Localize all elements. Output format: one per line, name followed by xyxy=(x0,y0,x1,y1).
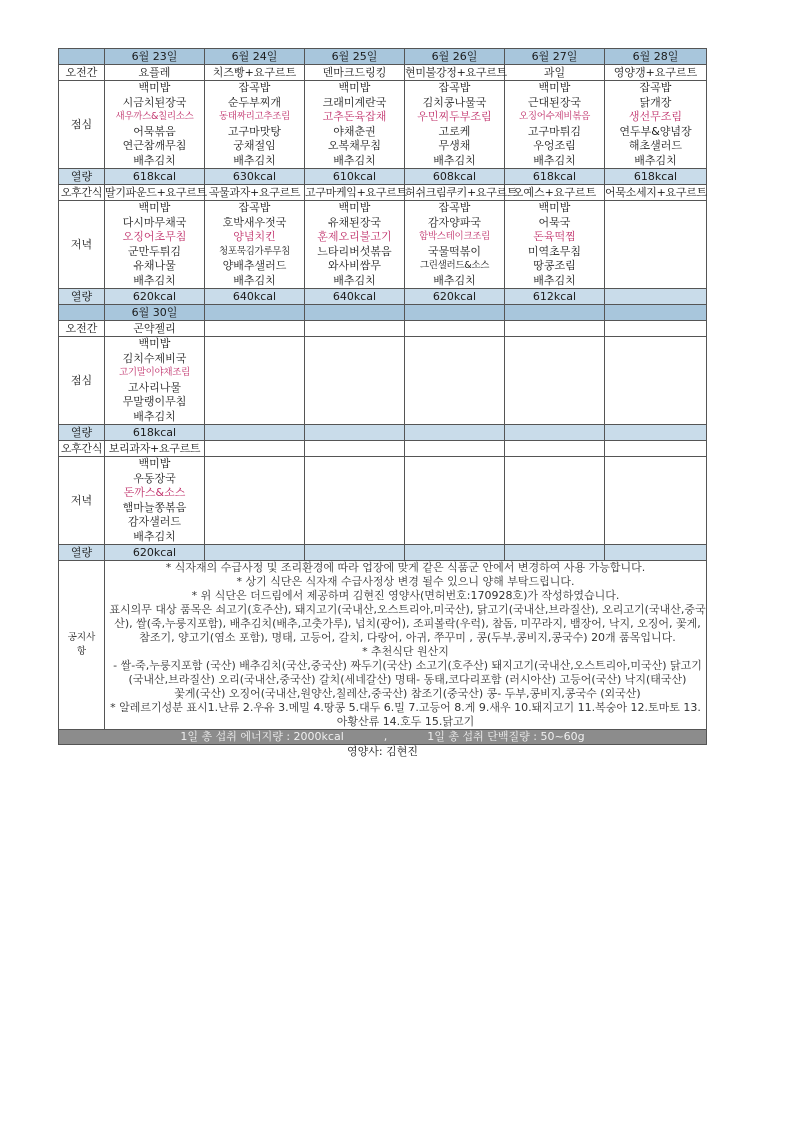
date-cell: 6월 24일 xyxy=(205,49,305,65)
menu-item: 백미밥 xyxy=(138,201,171,214)
empty-cell xyxy=(205,321,305,337)
empty-cell xyxy=(505,337,605,425)
menu-item: 유채나물 xyxy=(133,259,176,272)
empty-cell xyxy=(405,457,505,545)
lunch-calorie-row xyxy=(59,169,707,185)
dinner-cell xyxy=(505,201,605,289)
calorie-cell: 620kcal xyxy=(105,289,205,305)
menu-item: 배추김치 xyxy=(634,153,677,167)
afternoon-snack-cell: 허쉬크림쿠키+요구르트 xyxy=(405,185,518,199)
menu-item: 백미밥 xyxy=(138,337,171,350)
lunch-cell xyxy=(305,81,405,169)
lunch-cell xyxy=(605,81,707,169)
empty-cell xyxy=(305,425,405,441)
menu-item: 훈제오리불고기 xyxy=(317,230,392,243)
empty-cell xyxy=(305,337,405,425)
empty-cell xyxy=(605,457,707,545)
notice-row xyxy=(59,561,707,730)
row-label-afternoon_snack: 오후간식 xyxy=(59,185,105,201)
dinner-cell xyxy=(105,457,205,545)
menu-item: 무말랭이무침 xyxy=(122,395,187,408)
meal-plan-table xyxy=(58,48,707,759)
dinner-calorie-row xyxy=(59,289,707,305)
morning-snack-row xyxy=(59,321,707,337)
empty-cell xyxy=(305,305,405,321)
menu-item: 배추김치 xyxy=(433,273,476,287)
dinner-cell xyxy=(105,201,205,289)
dinner-cell xyxy=(605,201,707,289)
afternoon-snack-cell: 고구마케잌+요구르트 xyxy=(305,185,407,199)
empty-cell xyxy=(505,457,605,545)
menu-item: 우동장국 xyxy=(133,471,176,485)
menu-item: 잡곡밥 xyxy=(238,81,271,94)
corner-cell xyxy=(59,49,105,65)
empty-cell xyxy=(605,321,707,337)
morning-snack-cell: 치즈빵+요구르트 xyxy=(205,65,305,81)
empty-cell xyxy=(605,337,707,425)
corner-cell xyxy=(59,305,105,321)
menu-item: 어묵국 xyxy=(538,215,571,229)
menu-item: 김치수제비국 xyxy=(122,351,187,365)
row-label-lunch: 점심 xyxy=(59,337,105,425)
menu-item: 군만두튀김 xyxy=(127,244,182,258)
menu-item: 고추돈육잡채 xyxy=(322,110,387,123)
menu-item: 다시마무채국 xyxy=(122,215,187,229)
row-label-afternoon_snack: 오후간식 xyxy=(59,441,105,457)
empty-cell xyxy=(505,441,605,457)
menu-item: 궁채절임 xyxy=(233,139,276,152)
notice-line: * 알레르기성분 표시1.난류 2.우유 3.메밀 4.땅콩 5.대두 6.밀 7.고등어 8.게 9.새우 10.돼지고기 11.복숭아 12.토마토 13.아황산류 14.호두 15.닭고기 xyxy=(110,701,701,728)
lunch-cell xyxy=(205,81,305,169)
signature-row xyxy=(59,745,707,760)
menu-item: 백미밥 xyxy=(538,81,571,94)
afternoon-snack-row xyxy=(59,441,707,457)
menu-item: 백미밥 xyxy=(138,81,171,94)
dietitian-signature: 영양사: 김현진 xyxy=(59,745,707,760)
date-header-row xyxy=(59,49,707,65)
menu-item: 햄마늘쫑볶음 xyxy=(122,500,187,514)
notice-label: 공지사항 xyxy=(59,561,105,730)
menu-item: 유채된장국 xyxy=(327,215,382,229)
menu-item: 백미밥 xyxy=(538,201,571,214)
daily-intake-cell xyxy=(59,730,707,745)
menu-item: 동태짜리고추조림 xyxy=(218,111,291,122)
menu-item: 잡곡밥 xyxy=(639,81,672,94)
notice-line: * 식자재의 수급사정 및 조리환경에 따라 업장에 맞게 같은 식품군 안에서 변경하여 사용 가능합니다. xyxy=(165,561,646,574)
lunch-cell xyxy=(405,81,505,169)
calorie-cell: 612kcal xyxy=(505,289,605,305)
notice-line: 꽃게(국산) 오징어(국내산,원양산,칠레산,중국산) 참조기(중국산) 콩- 두부,콩비지,콩국수 (외국산) xyxy=(174,687,641,700)
morning-snack-cell: 영양갱+요구르트 xyxy=(605,65,707,81)
menu-item: 백미밥 xyxy=(138,457,171,470)
empty-cell xyxy=(605,545,707,561)
menu-item: 양배추샐러드 xyxy=(222,259,287,272)
calorie-cell: 608kcal xyxy=(405,169,505,185)
menu-item: 고로케 xyxy=(438,124,471,138)
menu-item: 근대된장국 xyxy=(527,95,582,109)
row-label-dinner: 저녁 xyxy=(59,201,105,289)
calorie-cell: 640kcal xyxy=(305,289,405,305)
notice-line: * 추천식단 원산지 xyxy=(362,645,449,658)
empty-cell xyxy=(205,545,305,561)
menu-item: 어묵볶음 xyxy=(133,124,176,138)
empty-cell xyxy=(505,321,605,337)
morning-snack-cell: 덴마크드링킹 xyxy=(305,65,405,81)
separator: , xyxy=(383,730,388,743)
calorie-cell: 618kcal xyxy=(105,425,205,441)
menu-item: 오징어수제비볶음 xyxy=(518,111,591,122)
notice-line: * 상기 식단은 식자재 수급사정상 변경 될수 있으니 양해 부탁드립니다. xyxy=(236,575,575,588)
menu-item: 고기말이야채조림 xyxy=(118,367,191,378)
afternoon-snack-cell: 딸기파운드+요구르트 xyxy=(105,185,207,199)
menu-item: 배추김치 xyxy=(333,273,376,287)
morning-snack-row xyxy=(59,65,707,81)
menu-item: 양념치킨 xyxy=(233,230,276,243)
menu-item: 그린샐러드&소스 xyxy=(419,260,490,271)
menu-item: 김치콩나물국 xyxy=(422,95,487,109)
menu-item: 오복채무침 xyxy=(327,139,382,152)
calorie-cell: 618kcal xyxy=(605,169,707,185)
morning-snack-cell: 요플레 xyxy=(105,65,205,81)
row-label-dinner: 저녁 xyxy=(59,457,105,545)
menu-item: 배추김치 xyxy=(333,153,376,167)
menu-item: 해초샐러드 xyxy=(628,139,683,152)
empty-cell xyxy=(605,441,707,457)
menu-item: 새우까스&칠리소스 xyxy=(115,111,194,122)
date-cell: 6월 30일 xyxy=(105,305,205,321)
afternoon-snack-cell: 곡물과자+요구르트 xyxy=(205,185,305,201)
menu-item: 땅콩조림 xyxy=(533,259,576,272)
date-cell: 6월 27일 xyxy=(505,49,605,65)
menu-item: 크래미계란국 xyxy=(322,95,387,109)
morning-snack-cell: 현미불강정+요구르트 xyxy=(405,65,507,79)
empty-cell xyxy=(305,545,405,561)
lunch-cell xyxy=(105,337,205,425)
date-cell: 6월 26일 xyxy=(405,49,505,65)
empty-cell xyxy=(405,545,505,561)
menu-item: 배추김치 xyxy=(133,273,176,287)
afternoon-snack-cell: 오예스+요구르트 xyxy=(505,185,605,201)
menu-item: 백미밥 xyxy=(338,201,371,214)
empty-cell xyxy=(305,321,405,337)
date-cell: 6월 25일 xyxy=(305,49,405,65)
row-label-lunch: 점심 xyxy=(59,81,105,169)
empty-cell xyxy=(305,441,405,457)
menu-item: 고구마맛탕 xyxy=(227,124,282,138)
menu-item: 배추김치 xyxy=(133,153,176,167)
calorie-cell xyxy=(605,289,707,305)
calorie-cell: 610kcal xyxy=(305,169,405,185)
menu-item: 배추김치 xyxy=(433,153,476,167)
empty-cell xyxy=(505,305,605,321)
dinner-cell xyxy=(205,201,305,289)
row-label-calories: 열량 xyxy=(59,289,105,305)
empty-cell xyxy=(505,545,605,561)
calorie-cell: 620kcal xyxy=(105,545,205,561)
empty-cell xyxy=(405,305,505,321)
dinner-cell xyxy=(305,201,405,289)
lunch-calorie-row xyxy=(59,425,707,441)
menu-item: 배추김치 xyxy=(533,273,576,287)
protein-total: 1일 총 섭취 단백질량 : 50~60g xyxy=(427,730,585,743)
menu-item: 잡곡밥 xyxy=(438,81,471,94)
menu-item: 배추김치 xyxy=(133,409,176,423)
date-header-row xyxy=(59,305,707,321)
empty-cell xyxy=(205,305,305,321)
calorie-cell: 618kcal xyxy=(505,169,605,185)
afternoon-snack-row xyxy=(59,185,707,201)
menu-item: 우민찌두부조림 xyxy=(417,110,492,123)
empty-cell xyxy=(205,425,305,441)
empty-cell xyxy=(205,441,305,457)
calorie-cell: 640kcal xyxy=(205,289,305,305)
energy-total: 1일 총 섭취 에너지량 : 2000kcal xyxy=(180,730,344,743)
calorie-cell: 620kcal xyxy=(405,289,505,305)
menu-item: 감자샐러드 xyxy=(127,515,182,528)
notice-line: 표시의무 대상 품목은 쇠고기(호주산), 돼지고기(국내산,오스트리아,미국산), 닭고기(국내산,브라질산), 오리고기(국내산,중국산), 쌀(죽,누룽지포함), 배추김치(배추,고춧가루), 넙치(광어), 조피볼락(우럭), 참돔, 미꾸라지, 뱀장어, 낙지, 오징어, 꽃게, 참조기, 양고기(염소 포함), 명태, 고등어, 갈치, 다랑어, 아귀, 쭈꾸미 , 콩(두부,콩비지,콩국수) 20개 품목입니다. xyxy=(109,603,706,644)
lunch-row xyxy=(59,81,707,169)
menu-item: 연근참깨무침 xyxy=(122,139,187,152)
morning-snack-cell: 곤약젤리 xyxy=(105,321,205,337)
afternoon-snack-cell: 보리과자+요구르트 xyxy=(105,441,205,457)
menu-item: 돈까스&소스 xyxy=(123,486,186,499)
notice-line: * 위 식단은 더드림에서 제공하며 김현진 영양사(면허번호:170928호)가 작성하였습니다. xyxy=(191,589,620,602)
row-label-morning_snack: 오전간 xyxy=(59,65,105,81)
menu-item: 고구마튀김 xyxy=(527,124,582,138)
date-cell: 6월 23일 xyxy=(105,49,205,65)
calorie-cell: 618kcal xyxy=(105,169,205,185)
notice-line: - 쌀-죽,누룽지포함 (국산) 배추김치(국산,중국산) 짜두기(국산) 소고기(호주산) 돼지고기(국내산,오스트리아,미국산) 닭고기(국내산,브라질산) 오리(국내산,중국산) 갈치(세네갈산) 명태- 동태,코다리포함 (러시아산) 고등어(국산) 낙지(태국산) xyxy=(113,659,702,686)
empty-cell xyxy=(605,425,707,441)
menu-item: 배추김치 xyxy=(133,529,176,543)
notice-text xyxy=(105,561,707,730)
menu-item: 와사비쌈무 xyxy=(327,259,382,272)
dinner-row xyxy=(59,201,707,289)
empty-cell xyxy=(305,457,405,545)
menu-item: 국물떡볶이 xyxy=(427,244,482,258)
dinner-row xyxy=(59,457,707,545)
row-label-morning_snack: 오전간 xyxy=(59,321,105,337)
afternoon-snack-cell: 어묵소세지+요구르트 xyxy=(605,185,707,199)
menu-item: 청포묵김가루무침 xyxy=(218,245,291,257)
dinner-calorie-row xyxy=(59,545,707,561)
menu-item: 느타리버섯볶음 xyxy=(317,244,392,258)
lunch-row xyxy=(59,337,707,425)
menu-item: 백미밥 xyxy=(338,81,371,94)
menu-item: 배추김치 xyxy=(533,153,576,167)
menu-item: 배추김치 xyxy=(233,273,276,287)
morning-snack-cell: 과일 xyxy=(505,65,605,81)
menu-item: 연두부&양념장 xyxy=(619,124,692,138)
empty-cell xyxy=(405,425,505,441)
menu-item: 닭개장 xyxy=(639,95,672,109)
menu-item: 우엉조림 xyxy=(533,139,576,152)
dinner-cell xyxy=(405,201,505,289)
lunch-cell xyxy=(105,81,205,169)
date-cell: 6월 28일 xyxy=(605,49,707,65)
menu-item: 무생채 xyxy=(438,139,471,152)
calorie-cell: 630kcal xyxy=(205,169,305,185)
menu-item: 호박새우젓국 xyxy=(222,215,287,229)
menu-item: 오징어초무침 xyxy=(122,230,187,243)
menu-item: 잡곡밥 xyxy=(438,201,471,214)
empty-cell xyxy=(205,337,305,425)
menu-item: 배추김치 xyxy=(233,153,276,167)
row-label-calories: 열량 xyxy=(59,545,105,561)
menu-item: 돈육떡찜 xyxy=(533,230,576,243)
daily-intake-row xyxy=(59,730,707,745)
menu-item: 야채춘권 xyxy=(333,124,376,138)
lunch-cell xyxy=(505,81,605,169)
menu-item: 잡곡밥 xyxy=(238,201,271,214)
menu-item: 생선무조림 xyxy=(628,110,683,123)
menu-item: 순두부찌개 xyxy=(227,95,282,109)
empty-cell xyxy=(405,321,505,337)
empty-cell xyxy=(605,305,707,321)
menu-item: 미역초무침 xyxy=(527,244,582,258)
menu-item: 고사리나물 xyxy=(127,380,182,394)
menu-item: 감자양파국 xyxy=(427,215,482,229)
empty-cell xyxy=(205,457,305,545)
empty-cell xyxy=(405,441,505,457)
empty-cell xyxy=(405,337,505,425)
menu-item: 시금치된장국 xyxy=(122,95,187,109)
menu-item: 함박스테이크조림 xyxy=(418,231,491,242)
row-label-calories: 열량 xyxy=(59,425,105,441)
row-label-calories: 열량 xyxy=(59,169,105,185)
empty-cell xyxy=(505,425,605,441)
